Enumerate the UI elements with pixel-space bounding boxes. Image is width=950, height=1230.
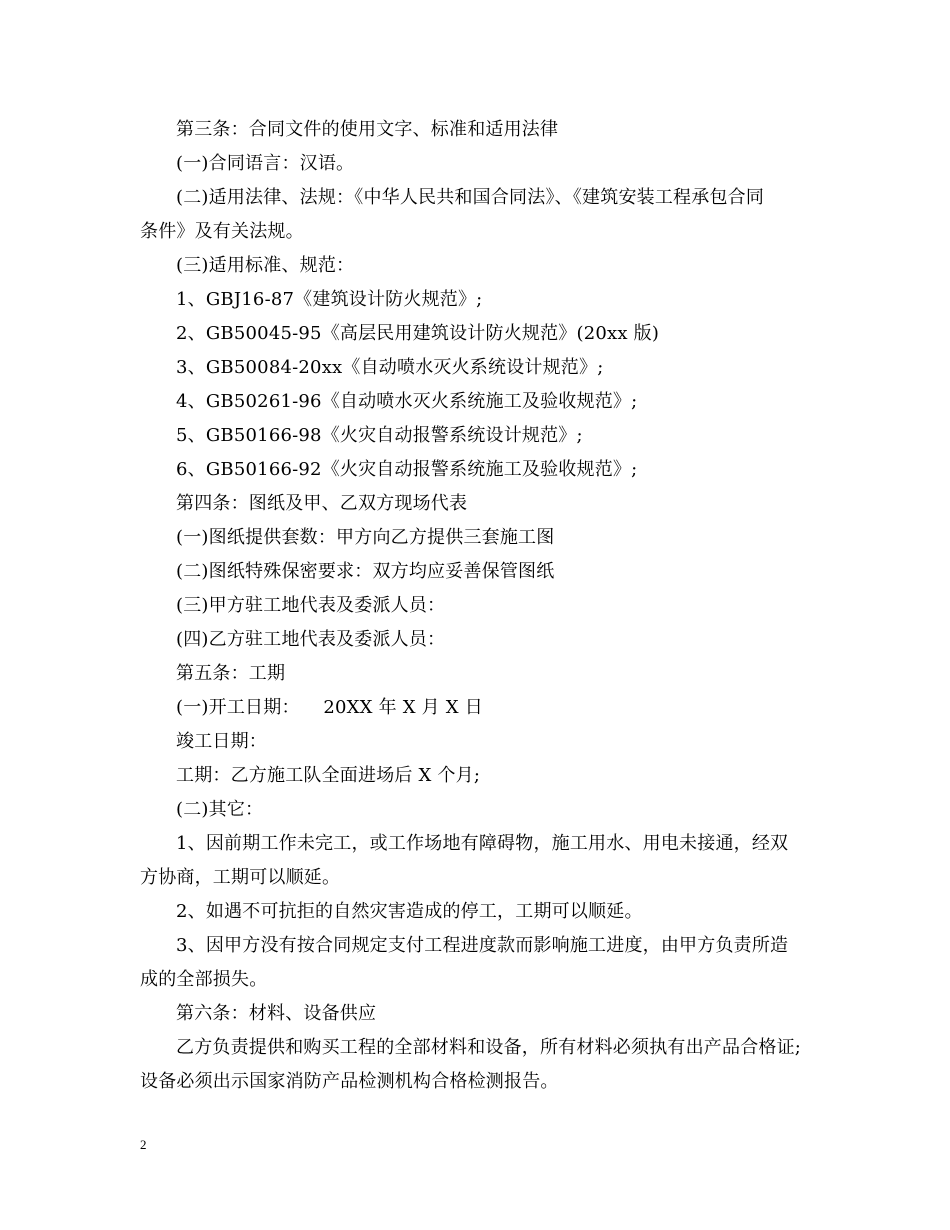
- document-body: [140, 113, 820, 1099]
- text-line: (二)适用法律、法规：《中华人民共和国合同法》、《建筑安装工程承包合同: [176, 187, 765, 208]
- text-line: 3、因甲方没有按合同规定支付工程进度款而影响施工进度，由甲方负责所造: [176, 935, 789, 956]
- text-line: 工期：乙方施工队全面进场后 X 个月;: [176, 765, 481, 786]
- text-line: 3、GB50084-20xx《自动喷水灭火系统设计规范》;: [176, 357, 604, 378]
- text-line: 1、GBJ16-87《建筑设计防火规范》;: [176, 289, 483, 310]
- text-line: 竣工日期：: [176, 731, 267, 752]
- text-line: (三)适用标准、规范：: [176, 255, 355, 276]
- text-line: (四)乙方驻工地代表及委派人员：: [176, 629, 446, 650]
- text-line: 第三条：合同文件的使用文字、标准和适用法律: [176, 119, 559, 140]
- text-line: (一)图纸提供套数：甲方向乙方提供三套施工图: [176, 527, 555, 548]
- text-line: (一)合同语言：汉语。: [176, 153, 355, 174]
- text-line: 第六条：材料、设备供应: [176, 1003, 377, 1024]
- text-line: 成的全部损失。: [140, 969, 268, 990]
- text-line: 方协商，工期可以顺延。: [140, 867, 341, 888]
- text-line: 6、GB50166-92《火灾自动报警系统施工及验收规范》;: [176, 459, 638, 480]
- text-line: 2、GB50045-95《高层民用建筑设计防火规范》(20xx 版): [176, 323, 660, 344]
- text-line: 设备必须出示国家消防产品检测机构合格检测报告。: [140, 1071, 559, 1092]
- page-number: 2: [140, 1137, 147, 1152]
- text-line: 第四条：图纸及甲、乙双方现场代表: [176, 493, 468, 514]
- text-line: 第五条：工期: [176, 663, 286, 684]
- text-line: 4、GB50261-96《自动喷水灭火系统施工及验收规范》;: [176, 391, 638, 412]
- text-line: (二)其它：: [176, 799, 264, 820]
- text-line: 1、因前期工作未完工，或工作场地有障碍物，施工用水、用电未接通，经双: [176, 833, 789, 854]
- text-line: 乙方负责提供和购买工程的全部材料和设备，所有材料必须执有出产品合格证;: [176, 1037, 802, 1058]
- text-line: (二)图纸特殊保密要求：双方均应妥善保管图纸: [176, 561, 555, 582]
- text-line: 2、如遇不可抗拒的自然灾害造成的停工，工期可以顺延。: [176, 901, 643, 922]
- text-line: 条件》及有关法规。: [140, 221, 304, 242]
- text-line: (一)开工日期： 20XX 年 X 月 X 日: [176, 697, 483, 718]
- text-line: (三)甲方驻工地代表及委派人员：: [176, 595, 446, 616]
- text-line: 5、GB50166-98《火灾自动报警系统设计规范》;: [176, 425, 583, 446]
